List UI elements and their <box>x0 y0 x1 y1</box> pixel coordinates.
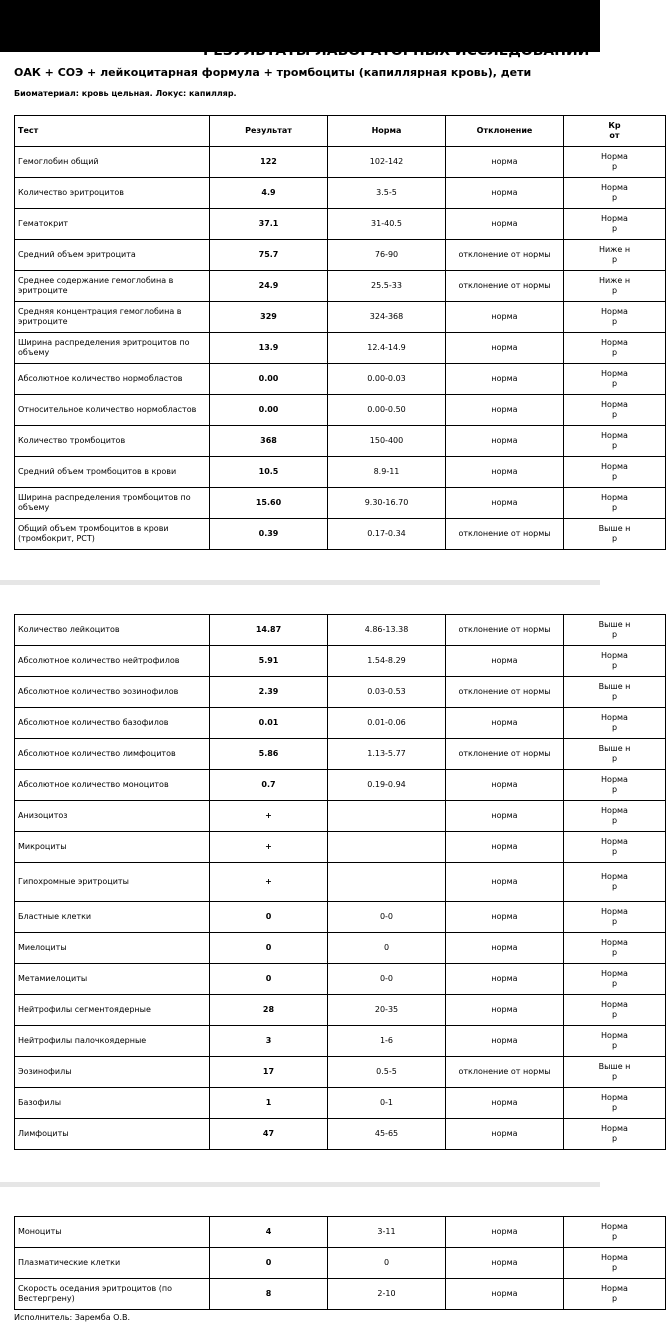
test-name-cell: Абсолютное количество лимфоцитов <box>15 739 210 770</box>
test-name-cell: Моноциты <box>15 1217 210 1248</box>
criterion-cell: Норма р <box>564 1248 666 1279</box>
norm-range-cell: 0.00-0.50 <box>328 395 446 426</box>
deviation-cell: отклонение от нормы <box>446 519 564 550</box>
test-name-cell: Анизоцитоз <box>15 801 210 832</box>
result-value-cell: 329 <box>210 302 328 333</box>
table-row <box>15 902 666 933</box>
deviation-cell: отклонение от нормы <box>446 677 564 708</box>
table-row <box>15 677 666 708</box>
table-row <box>15 488 666 519</box>
norm-range-cell: 0 <box>328 933 446 964</box>
result-value-cell: 2.39 <box>210 677 328 708</box>
test-name-cell: Гемоглобин общий <box>15 147 210 178</box>
table-row <box>15 863 666 902</box>
norm-range-cell: 324-368 <box>328 302 446 333</box>
criterion-cell: Норма р <box>564 1119 666 1150</box>
norm-range-cell: 8.9-11 <box>328 457 446 488</box>
table-row <box>15 364 666 395</box>
deviation-cell: норма <box>446 1088 564 1119</box>
test-name-cell: Метамиелоциты <box>15 964 210 995</box>
norm-range-cell: 102-142 <box>328 147 446 178</box>
test-name-cell: Количество тромбоцитов <box>15 426 210 457</box>
norm-range-cell <box>328 832 446 863</box>
deviation-cell: норма <box>446 1026 564 1057</box>
result-value-cell: + <box>210 832 328 863</box>
criterion-cell: Норма р <box>564 488 666 519</box>
table-row <box>15 1119 666 1150</box>
test-name-cell: Количество эритроцитов <box>15 178 210 209</box>
criterion-cell: Выше н р <box>564 739 666 770</box>
criterion-cell: Выше н р <box>564 677 666 708</box>
criterion-cell: Норма р <box>564 1279 666 1310</box>
criterion-cell: Выше н р <box>564 1057 666 1088</box>
deviation-cell: норма <box>446 902 564 933</box>
criterion-cell: Норма р <box>564 964 666 995</box>
norm-range-cell: 3-11 <box>328 1217 446 1248</box>
results-table-1 <box>14 115 666 550</box>
test-name-cell: Общий объем тромбоцитов в крови (тромбокрит, PCT) <box>15 519 210 550</box>
test-name-cell: Абсолютное количество базофилов <box>15 708 210 739</box>
table-row <box>15 1026 666 1057</box>
criterion-cell: Норма р <box>564 995 666 1026</box>
table-row <box>15 147 666 178</box>
result-value-cell: 37.1 <box>210 209 328 240</box>
result-value-cell: 0 <box>210 902 328 933</box>
norm-range-cell: 76-90 <box>328 240 446 271</box>
deviation-cell: норма <box>446 209 564 240</box>
table-row <box>15 615 666 646</box>
test-name-cell: Относительное количество нормобластов <box>15 395 210 426</box>
test-name-cell: Нейтрофилы палочкоядерные <box>15 1026 210 1057</box>
header-test: Тест <box>15 116 210 147</box>
deviation-cell: норма <box>446 1217 564 1248</box>
result-value-cell: 0.00 <box>210 395 328 426</box>
norm-range-cell: 0 <box>328 1248 446 1279</box>
test-name-cell: Средний объем эритроцита <box>15 240 210 271</box>
test-name-cell: Средняя концентрация гемоглобина в эритроците <box>15 302 210 333</box>
test-name-cell: Абсолютное количество моноцитов <box>15 770 210 801</box>
criterion-cell: Выше н р <box>564 519 666 550</box>
result-value-cell: 0 <box>210 964 328 995</box>
norm-range-cell: 4.86-13.38 <box>328 615 446 646</box>
table-row <box>15 964 666 995</box>
deviation-cell: норма <box>446 832 564 863</box>
deviation-cell: норма <box>446 395 564 426</box>
deviation-cell: отклонение от нормы <box>446 240 564 271</box>
result-value-cell: + <box>210 801 328 832</box>
table-header-row <box>15 116 666 147</box>
deviation-cell: норма <box>446 1248 564 1279</box>
results-table-2 <box>14 614 666 1150</box>
criterion-cell: Норма р <box>564 302 666 333</box>
result-value-cell: 0.39 <box>210 519 328 550</box>
table-row <box>15 333 666 364</box>
result-value-cell: 17 <box>210 1057 328 1088</box>
test-name-cell: Скорость оседания эритроцитов (по Вестергрену) <box>15 1279 210 1310</box>
deviation-cell: отклонение от нормы <box>446 615 564 646</box>
test-name-cell: Количество лейкоцитов <box>15 615 210 646</box>
result-value-cell: 28 <box>210 995 328 1026</box>
criterion-cell: Норма р <box>564 708 666 739</box>
page-separator <box>0 1182 600 1187</box>
criterion-cell: Норма р <box>564 801 666 832</box>
result-value-cell: 15.60 <box>210 488 328 519</box>
criterion-cell: Норма р <box>564 933 666 964</box>
header-result: Результат <box>210 116 328 147</box>
criterion-cell: Норма р <box>564 395 666 426</box>
criterion-cell: Норма р <box>564 147 666 178</box>
table-row <box>15 209 666 240</box>
result-value-cell: 14.87 <box>210 615 328 646</box>
norm-range-cell: 0-0 <box>328 902 446 933</box>
table-row <box>15 770 666 801</box>
executor-line: Исполнитель: Заремба О.В. <box>14 1313 131 1322</box>
table-row <box>15 739 666 770</box>
table-row <box>15 801 666 832</box>
test-name-cell: Среднее содержание гемоглобина в эритроците <box>15 271 210 302</box>
table-row <box>15 1057 666 1088</box>
result-value-cell: 4 <box>210 1217 328 1248</box>
test-name-cell: Нейтрофилы сегментоядерные <box>15 995 210 1026</box>
result-value-cell: 0.7 <box>210 770 328 801</box>
criterion-cell: Выше н р <box>564 615 666 646</box>
test-name-cell: Ширина распределения тромбоцитов по объему <box>15 488 210 519</box>
result-value-cell: 3 <box>210 1026 328 1057</box>
result-value-cell: 10.5 <box>210 457 328 488</box>
page-separator <box>0 580 600 585</box>
deviation-cell: норма <box>446 426 564 457</box>
table-row <box>15 995 666 1026</box>
norm-range-cell: 20-35 <box>328 995 446 1026</box>
norm-range-cell: 9.30-16.70 <box>328 488 446 519</box>
result-value-cell: 122 <box>210 147 328 178</box>
test-name-cell: Гематокрит <box>15 209 210 240</box>
norm-range-cell <box>328 863 446 902</box>
deviation-cell: норма <box>446 863 564 902</box>
norm-range-cell: 0.19-0.94 <box>328 770 446 801</box>
deviation-cell: норма <box>446 333 564 364</box>
deviation-cell: норма <box>446 933 564 964</box>
criterion-cell: Норма р <box>564 832 666 863</box>
criterion-cell: Норма р <box>564 364 666 395</box>
norm-range-cell: 45-65 <box>328 1119 446 1150</box>
table-row <box>15 240 666 271</box>
header-criterion: Кр от <box>564 116 666 147</box>
table-row <box>15 519 666 550</box>
norm-range-cell: 2-10 <box>328 1279 446 1310</box>
deviation-cell: норма <box>446 1279 564 1310</box>
table-row <box>15 1279 666 1310</box>
table-row <box>15 271 666 302</box>
criterion-cell: Норма р <box>564 457 666 488</box>
norm-range-cell: 0.00-0.03 <box>328 364 446 395</box>
deviation-cell: норма <box>446 488 564 519</box>
criterion-cell: Норма р <box>564 178 666 209</box>
table-row <box>15 933 666 964</box>
norm-range-cell: 1.13-5.77 <box>328 739 446 770</box>
test-name-cell: Лимфоциты <box>15 1119 210 1150</box>
criterion-cell: Норма р <box>564 863 666 902</box>
results-table-3 <box>14 1216 666 1310</box>
norm-range-cell: 0.01-0.06 <box>328 708 446 739</box>
criterion-cell: Норма р <box>564 1217 666 1248</box>
test-name-cell: Базофилы <box>15 1088 210 1119</box>
table-row <box>15 178 666 209</box>
result-value-cell: 24.9 <box>210 271 328 302</box>
deviation-cell: норма <box>446 770 564 801</box>
table-row <box>15 395 666 426</box>
criterion-cell: Норма р <box>564 1088 666 1119</box>
test-name-cell: Бластные клетки <box>15 902 210 933</box>
table-row <box>15 302 666 333</box>
header-norm: Норма <box>328 116 446 147</box>
result-value-cell: 1 <box>210 1088 328 1119</box>
norm-range-cell: 25.5-33 <box>328 271 446 302</box>
deviation-cell: норма <box>446 147 564 178</box>
table-row <box>15 832 666 863</box>
deviation-cell: норма <box>446 302 564 333</box>
deviation-cell: норма <box>446 457 564 488</box>
test-name-cell: Средний объем тромбоцитов в крови <box>15 457 210 488</box>
result-value-cell: 368 <box>210 426 328 457</box>
test-name-cell: Абсолютное количество нормобластов <box>15 364 210 395</box>
result-value-cell: 47 <box>210 1119 328 1150</box>
result-value-cell: 8 <box>210 1279 328 1310</box>
criterion-cell: Норма р <box>564 770 666 801</box>
deviation-cell: норма <box>446 801 564 832</box>
test-name-cell: Ширина распределения эритроцитов по объему <box>15 333 210 364</box>
table-row <box>15 457 666 488</box>
result-value-cell: 0 <box>210 933 328 964</box>
result-value-cell: 13.9 <box>210 333 328 364</box>
result-value-cell: 75.7 <box>210 240 328 271</box>
table-row <box>15 708 666 739</box>
test-name-cell: Эозинофилы <box>15 1057 210 1088</box>
criterion-cell: Ниже н р <box>564 271 666 302</box>
criterion-cell: Норма р <box>564 209 666 240</box>
test-name-cell: Гипохромные эритроциты <box>15 863 210 902</box>
deviation-cell: норма <box>446 1119 564 1150</box>
table-row <box>15 1217 666 1248</box>
norm-range-cell: 3.5-5 <box>328 178 446 209</box>
test-name-cell: Миелоциты <box>15 933 210 964</box>
result-value-cell: 5.91 <box>210 646 328 677</box>
norm-range-cell: 1-6 <box>328 1026 446 1057</box>
analysis-title: ОАК + СОЭ + лейкоцитарная формула + тромбоциты (капиллярная кровь), дети <box>14 66 532 79</box>
criterion-cell: Норма р <box>564 426 666 457</box>
table-row <box>15 646 666 677</box>
result-value-cell: 0.01 <box>210 708 328 739</box>
test-name-cell: Абсолютное количество нейтрофилов <box>15 646 210 677</box>
deviation-cell: норма <box>446 964 564 995</box>
result-value-cell: 0.00 <box>210 364 328 395</box>
test-name-cell: Плазматические клетки <box>15 1248 210 1279</box>
norm-range-cell: 150-400 <box>328 426 446 457</box>
result-value-cell: 0 <box>210 1248 328 1279</box>
norm-range-cell <box>328 801 446 832</box>
deviation-cell: норма <box>446 178 564 209</box>
norm-range-cell: 0.5-5 <box>328 1057 446 1088</box>
deviation-cell: отклонение от нормы <box>446 739 564 770</box>
top-black-bar <box>0 0 600 52</box>
deviation-cell: отклонение от нормы <box>446 271 564 302</box>
result-value-cell: + <box>210 863 328 902</box>
test-name-cell: Микроциты <box>15 832 210 863</box>
result-value-cell: 5.86 <box>210 739 328 770</box>
criterion-cell: Ниже н р <box>564 240 666 271</box>
deviation-cell: норма <box>446 646 564 677</box>
norm-range-cell: 0.17-0.34 <box>328 519 446 550</box>
criterion-cell: Норма р <box>564 333 666 364</box>
norm-range-cell: 1.54-8.29 <box>328 646 446 677</box>
criterion-cell: Норма р <box>564 1026 666 1057</box>
criterion-cell: Норма р <box>564 646 666 677</box>
table-row <box>15 1248 666 1279</box>
criterion-cell: Норма р <box>564 902 666 933</box>
deviation-cell: норма <box>446 708 564 739</box>
norm-range-cell: 0.03-0.53 <box>328 677 446 708</box>
deviation-cell: отклонение от нормы <box>446 1057 564 1088</box>
result-value-cell: 4.9 <box>210 178 328 209</box>
norm-range-cell: 0-0 <box>328 964 446 995</box>
norm-range-cell: 31-40.5 <box>328 209 446 240</box>
norm-range-cell: 0-1 <box>328 1088 446 1119</box>
deviation-cell: норма <box>446 995 564 1026</box>
deviation-cell: норма <box>446 364 564 395</box>
table-row <box>15 1088 666 1119</box>
header-deviation: Отклонение <box>446 116 564 147</box>
biomaterial-line: Биоматериал: кровь цельная. Локус: капилляр. <box>14 89 237 98</box>
test-name-cell: Абсолютное количество эозинофилов <box>15 677 210 708</box>
table-row <box>15 426 666 457</box>
norm-range-cell: 12.4-14.9 <box>328 333 446 364</box>
